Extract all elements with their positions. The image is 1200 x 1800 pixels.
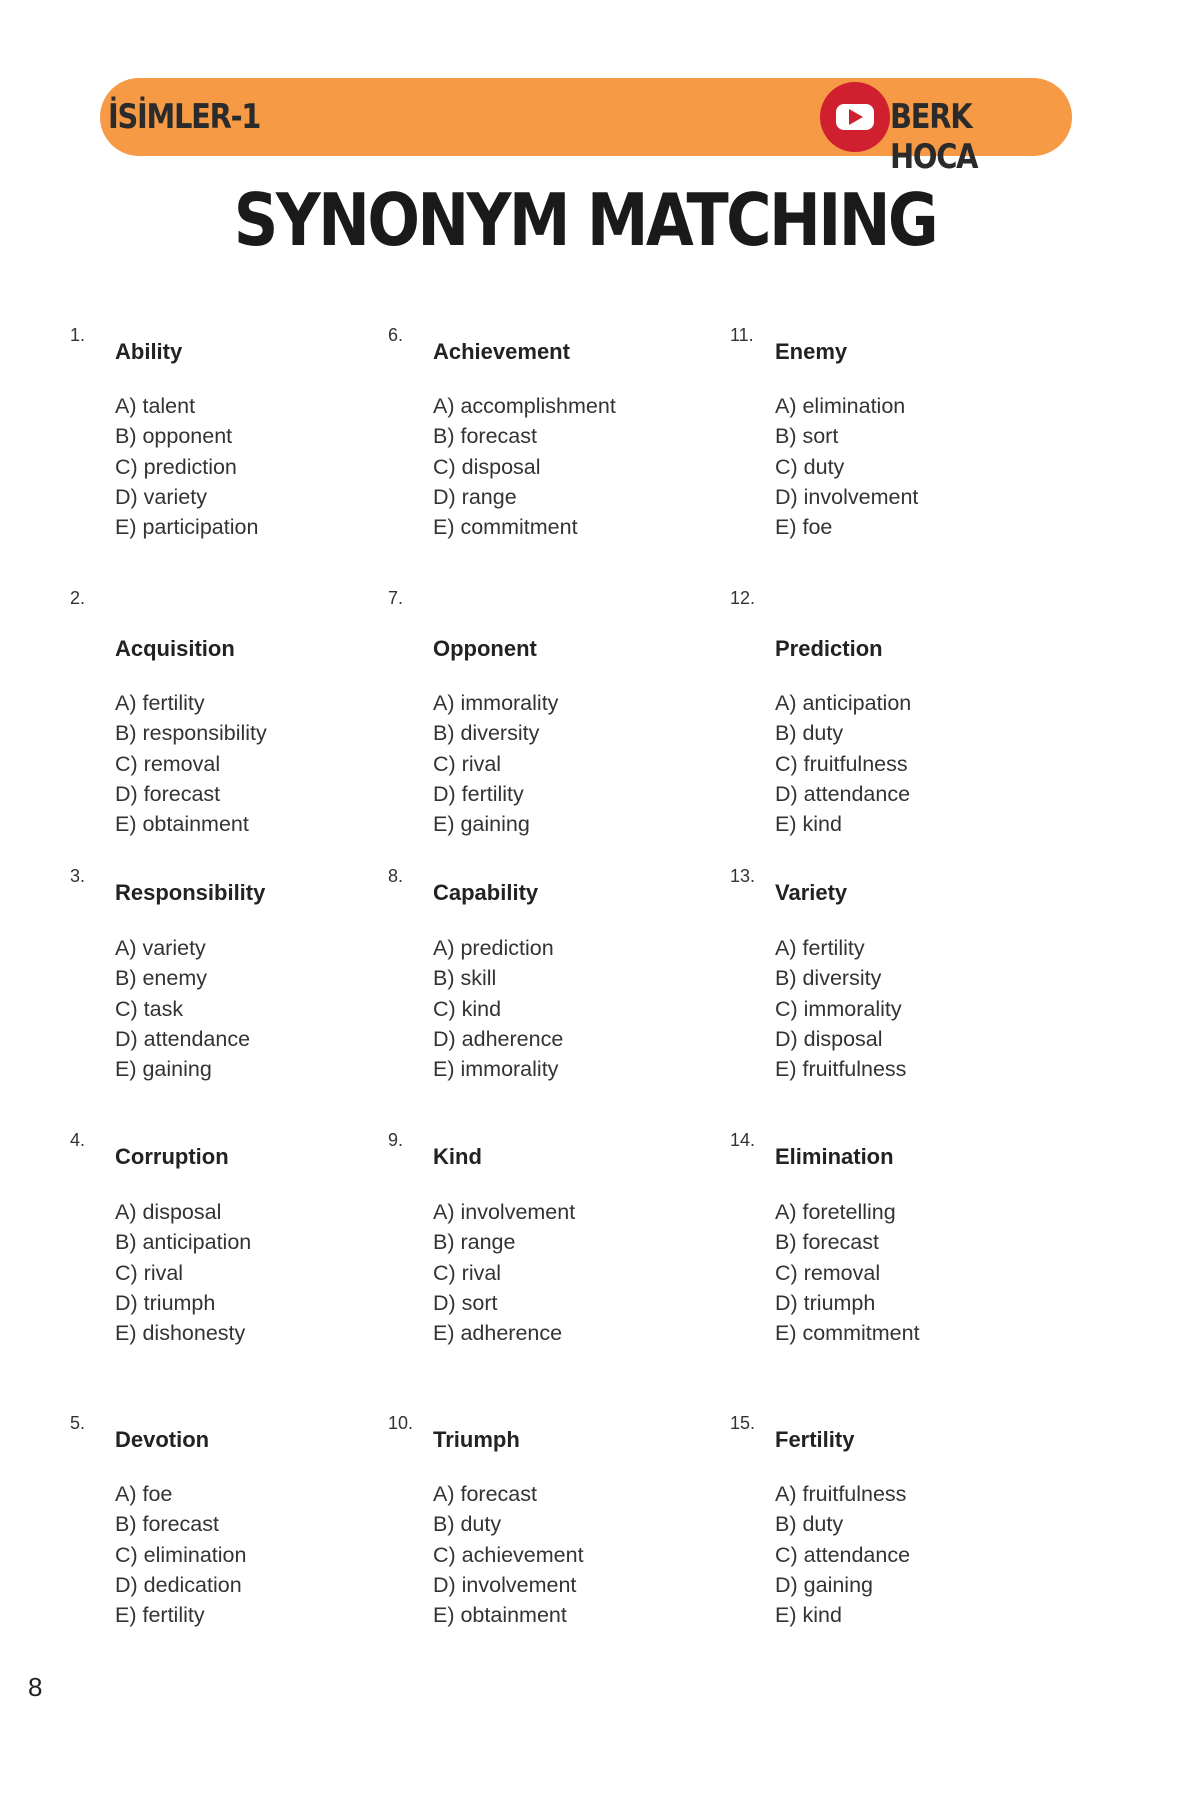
question-word: Achievement [433, 339, 570, 364]
answer-option[interactable]: E) kind [775, 812, 842, 837]
answer-option[interactable]: B) forecast [775, 1230, 879, 1255]
answer-option[interactable]: B) diversity [433, 721, 540, 746]
answer-option[interactable]: B) range [433, 1230, 516, 1255]
answer-options [433, 1197, 575, 1348]
answer-option[interactable]: A) fruitfulness [775, 1482, 907, 1506]
section-label: İSİMLER-1 [108, 97, 261, 137]
answer-option[interactable]: B) skill [433, 966, 497, 991]
answer-options [775, 933, 906, 1084]
answer-option[interactable]: E) obtainment [115, 812, 249, 837]
answer-option[interactable]: D) variety [115, 484, 207, 509]
answer-options [115, 1479, 246, 1630]
answer-option[interactable]: E) foe [775, 515, 833, 540]
answer-option[interactable]: A) forecast [433, 1482, 537, 1506]
answer-options [115, 1197, 251, 1348]
question-word: Responsibility [115, 880, 266, 905]
question-word: Variety [775, 880, 848, 905]
answer-options [115, 391, 258, 542]
answer-option[interactable]: B) duty [775, 721, 844, 746]
answer-option[interactable]: C) rival [433, 751, 502, 776]
answer-option[interactable]: E) participation [115, 515, 259, 540]
question-number: 2. [70, 588, 86, 608]
answer-option[interactable]: C) fruitfulness [775, 751, 908, 776]
question-word: Opponent [433, 636, 537, 661]
question-number: 9. [388, 1130, 404, 1150]
question-word: Kind [433, 1144, 482, 1169]
answer-option[interactable]: D) range [433, 484, 517, 509]
answer-option[interactable]: D) disposal [775, 1026, 883, 1051]
question-number: 14. [730, 1130, 756, 1150]
answer-option[interactable]: D) sort [433, 1290, 498, 1315]
question-number: 7. [388, 588, 404, 608]
answer-option[interactable]: B) sort [775, 424, 839, 449]
answer-option[interactable]: E) obtainment [433, 1603, 567, 1628]
question-word: Devotion [115, 1427, 210, 1452]
answer-options [433, 1479, 584, 1630]
answer-option[interactable]: C) kind [433, 996, 502, 1021]
question-number: 15. [730, 1413, 756, 1433]
answer-options [115, 933, 250, 1084]
answer-options [775, 688, 911, 839]
question-number: 11. [730, 325, 754, 345]
answer-option[interactable]: E) kind [775, 1603, 842, 1628]
answer-option[interactable]: D) triumph [115, 1290, 216, 1315]
answer-options [433, 933, 563, 1084]
answer-option[interactable]: C) immorality [775, 996, 902, 1021]
answer-option[interactable]: B) diversity [775, 966, 882, 991]
question-word: Triumph [433, 1427, 520, 1452]
answer-option[interactable]: B) anticipation [115, 1230, 252, 1255]
answer-option[interactable]: C) prediction [115, 454, 237, 479]
channel-name: BERK HOCA [890, 97, 978, 177]
answer-option[interactable]: E) dishonesty [115, 1321, 246, 1346]
question-number: 6. [388, 325, 404, 345]
answer-option[interactable]: A) accomplishment [433, 394, 616, 418]
answer-option[interactable]: C) disposal [433, 454, 541, 479]
answer-option[interactable]: A) disposal [115, 1200, 222, 1224]
question-word: Prediction [775, 636, 883, 661]
question-number: 5. [70, 1413, 86, 1433]
answer-option[interactable]: D) gaining [775, 1572, 873, 1597]
answer-option[interactable]: C) elimination [115, 1542, 247, 1567]
answer-option[interactable]: C) task [115, 996, 184, 1021]
question-word: Capability [433, 880, 539, 905]
page-number: 8 [28, 1672, 43, 1702]
question-word: Acquisition [115, 636, 235, 661]
answer-option[interactable]: C) rival [433, 1260, 502, 1285]
answer-option[interactable]: C) removal [115, 751, 221, 776]
answer-option[interactable]: C) removal [775, 1260, 881, 1285]
answer-option[interactable]: D) triumph [775, 1290, 876, 1315]
question-word: Ability [115, 339, 183, 364]
play-icon [849, 109, 863, 125]
question-word: Fertility [775, 1427, 855, 1452]
answer-option[interactable]: B) forecast [115, 1512, 219, 1537]
header-banner [100, 78, 1072, 177]
question-word: Elimination [775, 1144, 894, 1169]
answer-option[interactable]: E) gaining [433, 812, 530, 837]
answer-option[interactable]: C) achievement [433, 1542, 584, 1567]
answer-option[interactable]: D) dedication [115, 1572, 242, 1597]
answer-option[interactable]: A) immorality [433, 691, 559, 715]
answer-option[interactable]: E) immorality [433, 1057, 559, 1082]
question-number: 12. [730, 588, 756, 608]
answer-option[interactable]: B) duty [433, 1512, 502, 1537]
answer-option[interactable]: A) prediction [433, 936, 554, 960]
answer-option[interactable]: D) forecast [115, 781, 221, 806]
answer-option[interactable]: E) commitment [775, 1321, 920, 1346]
question-number: 8. [388, 866, 404, 886]
answer-option[interactable]: A) foe [115, 1482, 173, 1506]
answer-option[interactable]: C) attendance [775, 1542, 911, 1567]
answer-option[interactable]: D) attendance [115, 1026, 251, 1051]
answer-option[interactable]: A) variety [115, 936, 206, 960]
answer-option[interactable]: E) adherence [433, 1321, 563, 1346]
answer-option[interactable]: A) fertility [775, 936, 865, 960]
answer-option[interactable]: A) elimination [775, 394, 906, 418]
question-number: 13. [730, 866, 756, 886]
question-number: 4. [70, 1130, 86, 1150]
answer-option[interactable]: D) involvement [775, 484, 919, 509]
question-word: Corruption [115, 1144, 229, 1169]
question-word: Enemy [775, 339, 848, 364]
answer-option[interactable]: A) anticipation [775, 691, 912, 715]
answer-option[interactable]: B) forecast [433, 424, 537, 449]
answer-option[interactable]: C) rival [115, 1260, 184, 1285]
question-number: 10. [388, 1413, 414, 1433]
answer-options [433, 688, 558, 839]
answer-options [775, 1479, 910, 1630]
answer-options [433, 391, 616, 542]
answer-option[interactable]: B) duty [775, 1512, 844, 1537]
answer-option[interactable]: E) fertility [115, 1603, 205, 1628]
answer-option[interactable]: D) adherence [433, 1026, 564, 1051]
answer-option[interactable]: E) gaining [115, 1057, 212, 1082]
answer-option[interactable]: A) foretelling [775, 1200, 896, 1224]
page-title: SYNONYM MATCHING [233, 178, 937, 262]
answer-options [115, 688, 267, 839]
answer-option[interactable]: D) involvement [433, 1572, 577, 1597]
answer-option[interactable]: D) fertility [433, 781, 524, 806]
answer-options [775, 391, 918, 542]
answer-options [775, 1197, 920, 1348]
answer-option[interactable]: B) responsibility [115, 721, 267, 746]
youtube-logo-icon [820, 82, 890, 152]
answer-option[interactable]: A) talent [115, 394, 196, 418]
question-number: 3. [70, 866, 86, 886]
question-number: 1. [70, 325, 86, 345]
answer-option[interactable]: E) commitment [433, 515, 578, 540]
answer-option[interactable]: B) opponent [115, 424, 233, 449]
answer-option[interactable]: E) fruitfulness [775, 1057, 907, 1082]
answer-option[interactable]: B) enemy [115, 966, 208, 991]
answer-option[interactable]: A) fertility [115, 691, 205, 715]
answer-option[interactable]: D) attendance [775, 781, 911, 806]
answer-option[interactable]: C) duty [775, 454, 845, 479]
answer-option[interactable]: A) involvement [433, 1200, 576, 1224]
